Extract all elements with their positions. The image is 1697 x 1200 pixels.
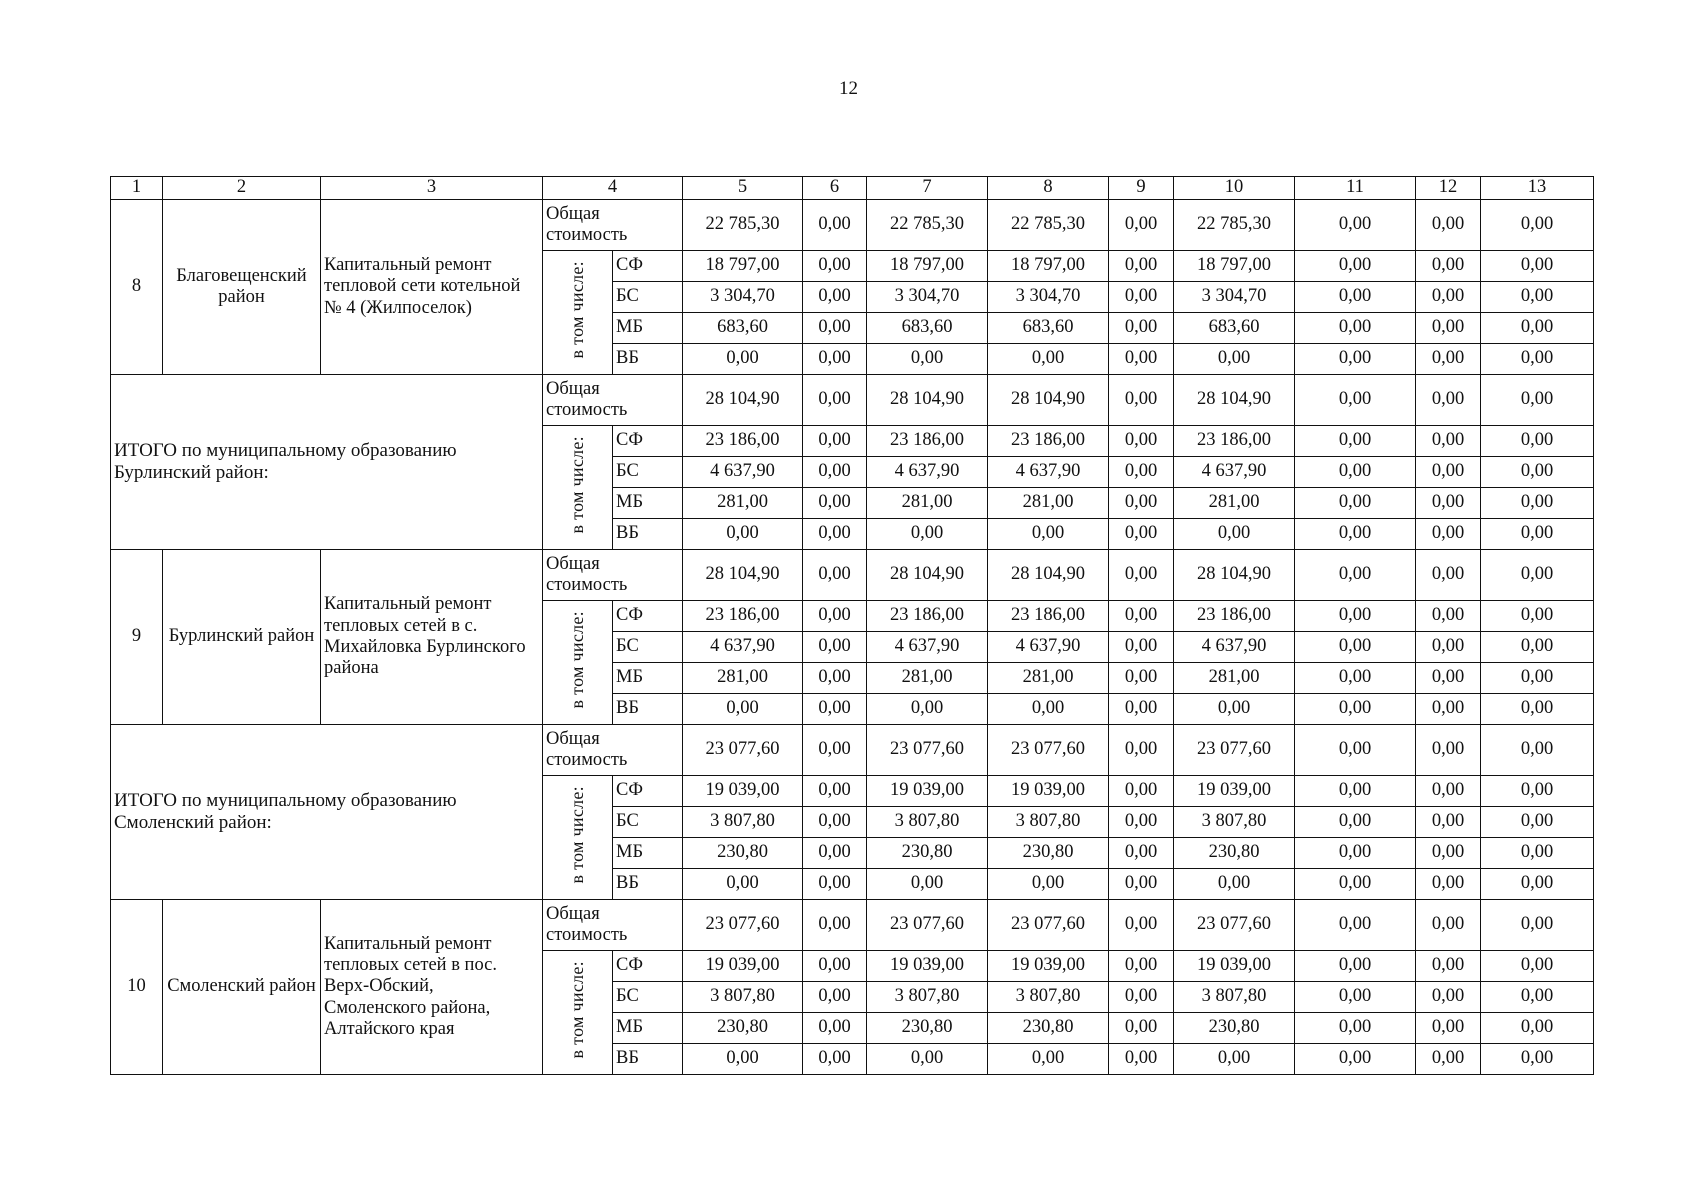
value-cell: 3 807,80: [867, 982, 988, 1013]
value-cell: 0,00: [1481, 725, 1594, 776]
value-cell: 0,00: [1109, 807, 1174, 838]
value-cell: 23 186,00: [1174, 426, 1295, 457]
funding-source: МБ: [613, 313, 683, 344]
value-cell: 0,00: [1416, 900, 1481, 951]
header-cell: 11: [1295, 177, 1416, 200]
value-cell: 28 104,90: [683, 375, 803, 426]
value-cell: 0,00: [683, 519, 803, 550]
value-cell: 0,00: [1109, 344, 1174, 375]
value-cell: 0,00: [1295, 426, 1416, 457]
value-cell: 0,00: [803, 869, 867, 900]
value-cell: 28 104,90: [1174, 375, 1295, 426]
value-cell: 0,00: [1295, 488, 1416, 519]
value-cell: 0,00: [1109, 869, 1174, 900]
including-label: в том числе:: [567, 785, 588, 884]
value-cell: 230,80: [867, 838, 988, 869]
value-cell: 4 637,90: [988, 632, 1109, 663]
value-cell: 18 797,00: [1174, 251, 1295, 282]
value-cell: 0,00: [1416, 519, 1481, 550]
value-cell: 0,00: [1416, 632, 1481, 663]
value-cell: 0,00: [1481, 313, 1594, 344]
value-cell: 0,00: [1109, 375, 1174, 426]
value-cell: 0,00: [988, 519, 1109, 550]
value-cell: 23 077,60: [988, 725, 1109, 776]
value-cell: 0,00: [1416, 601, 1481, 632]
header-cell: 6: [803, 177, 867, 200]
value-cell: 0,00: [867, 1044, 988, 1075]
value-cell: 0,00: [803, 1044, 867, 1075]
value-cell: 0,00: [803, 488, 867, 519]
value-cell: 0,00: [1174, 694, 1295, 725]
value-cell: 0,00: [1295, 344, 1416, 375]
funding-source: БС: [613, 457, 683, 488]
value-cell: 0,00: [1481, 344, 1594, 375]
value-cell: 0,00: [1481, 550, 1594, 601]
value-cell: 0,00: [803, 251, 867, 282]
funding-source: ВБ: [613, 694, 683, 725]
value-cell: 4 637,90: [683, 632, 803, 663]
value-cell: 0,00: [803, 457, 867, 488]
value-cell: 23 077,60: [1174, 725, 1295, 776]
value-cell: 0,00: [1481, 807, 1594, 838]
value-cell: 0,00: [1109, 313, 1174, 344]
funding-source: БС: [613, 807, 683, 838]
table-body: [111, 177, 1594, 1075]
value-cell: 0,00: [1416, 488, 1481, 519]
value-cell: 0,00: [683, 344, 803, 375]
value-cell: 3 807,80: [683, 982, 803, 1013]
value-cell: 0,00: [803, 1013, 867, 1044]
value-cell: 0,00: [988, 694, 1109, 725]
header-cell: 10: [1174, 177, 1295, 200]
value-cell: 0,00: [1295, 313, 1416, 344]
value-cell: 0,00: [1416, 869, 1481, 900]
value-cell: 0,00: [803, 550, 867, 601]
value-cell: 28 104,90: [867, 550, 988, 601]
including-label: в том числе:: [567, 260, 588, 359]
value-cell: 0,00: [1109, 725, 1174, 776]
value-cell: 0,00: [1109, 282, 1174, 313]
value-cell: 0,00: [1109, 251, 1174, 282]
value-cell: 0,00: [1416, 1044, 1481, 1075]
item-row: [111, 900, 1594, 951]
value-cell: 0,00: [1295, 601, 1416, 632]
value-cell: 0,00: [1295, 519, 1416, 550]
value-cell: 0,00: [1481, 776, 1594, 807]
value-cell: 0,00: [1109, 519, 1174, 550]
value-cell: 230,80: [683, 838, 803, 869]
value-cell: 18 797,00: [867, 251, 988, 282]
row-number: 9: [111, 550, 163, 725]
value-cell: 230,80: [867, 1013, 988, 1044]
total-cost-label: Общая стоимость: [543, 375, 683, 426]
value-cell: 0,00: [1295, 282, 1416, 313]
value-cell: 19 039,00: [1174, 951, 1295, 982]
value-cell: 0,00: [1416, 550, 1481, 601]
value-cell: 0,00: [803, 282, 867, 313]
value-cell: 683,60: [988, 313, 1109, 344]
value-cell: 22 785,30: [683, 200, 803, 251]
value-cell: 0,00: [867, 694, 988, 725]
value-cell: 0,00: [803, 663, 867, 694]
header-cell: 7: [867, 177, 988, 200]
funding-source: ВБ: [613, 519, 683, 550]
value-cell: 683,60: [683, 313, 803, 344]
value-cell: 230,80: [1174, 838, 1295, 869]
value-cell: 281,00: [988, 663, 1109, 694]
value-cell: 281,00: [683, 663, 803, 694]
value-cell: 0,00: [988, 869, 1109, 900]
value-cell: 0,00: [803, 900, 867, 951]
value-cell: 3 304,70: [683, 282, 803, 313]
header-cell: 2: [163, 177, 321, 200]
value-cell: 0,00: [1481, 488, 1594, 519]
value-cell: 0,00: [1109, 663, 1174, 694]
funding-source: БС: [613, 982, 683, 1013]
header-cell: 4: [543, 177, 683, 200]
value-cell: 28 104,90: [988, 550, 1109, 601]
value-cell: 0,00: [1481, 200, 1594, 251]
value-cell: 0,00: [683, 869, 803, 900]
value-cell: 0,00: [1109, 951, 1174, 982]
value-cell: 0,00: [1416, 807, 1481, 838]
value-cell: 23 186,00: [988, 426, 1109, 457]
header-row: [111, 177, 1594, 200]
funding-source: СФ: [613, 776, 683, 807]
value-cell: 0,00: [867, 869, 988, 900]
value-cell: 19 039,00: [867, 951, 988, 982]
budget-table: [110, 176, 1594, 1075]
value-cell: 0,00: [1174, 1044, 1295, 1075]
total-label: ИТОГО по муниципальному образованию Бурлинский район:: [111, 375, 543, 550]
value-cell: 0,00: [1481, 457, 1594, 488]
value-cell: 0,00: [988, 344, 1109, 375]
value-cell: 19 039,00: [988, 776, 1109, 807]
including-label-cell: [543, 426, 613, 550]
value-cell: 3 304,70: [988, 282, 1109, 313]
header-cell: 9: [1109, 177, 1174, 200]
including-label-cell: [543, 776, 613, 900]
value-cell: 0,00: [1295, 869, 1416, 900]
value-cell: 0,00: [1109, 426, 1174, 457]
value-cell: 230,80: [988, 1013, 1109, 1044]
value-cell: 0,00: [1481, 1044, 1594, 1075]
value-cell: 0,00: [1416, 725, 1481, 776]
value-cell: 19 039,00: [683, 951, 803, 982]
value-cell: 0,00: [1174, 869, 1295, 900]
row-number: 8: [111, 200, 163, 375]
value-cell: 0,00: [1416, 1013, 1481, 1044]
object-name: Капитальный ремонт тепловых сетей в с. Михайловка Бурлинского района: [321, 550, 543, 725]
district-name: Смоленский район: [163, 900, 321, 1075]
value-cell: 3 304,70: [867, 282, 988, 313]
value-cell: 0,00: [1481, 869, 1594, 900]
value-cell: 0,00: [1295, 1044, 1416, 1075]
header-cell: 13: [1481, 177, 1594, 200]
funding-source: СФ: [613, 251, 683, 282]
value-cell: 0,00: [1109, 550, 1174, 601]
value-cell: 0,00: [1295, 951, 1416, 982]
value-cell: 0,00: [1416, 375, 1481, 426]
value-cell: 0,00: [1295, 663, 1416, 694]
value-cell: 281,00: [867, 488, 988, 519]
value-cell: 0,00: [988, 1044, 1109, 1075]
value-cell: 22 785,30: [867, 200, 988, 251]
including-label-cell: [543, 951, 613, 1075]
header-cell: 12: [1416, 177, 1481, 200]
value-cell: 0,00: [1295, 1013, 1416, 1044]
value-cell: 0,00: [1416, 426, 1481, 457]
object-name: Капитальный ремонт тепловой сети котельной № 4 (Жилпоселок): [321, 200, 543, 375]
value-cell: 0,00: [1295, 457, 1416, 488]
value-cell: 0,00: [1295, 550, 1416, 601]
value-cell: 18 797,00: [683, 251, 803, 282]
value-cell: 0,00: [803, 838, 867, 869]
total-label: ИТОГО по муниципальному образованию Смоленский район:: [111, 725, 543, 900]
value-cell: 0,00: [1416, 457, 1481, 488]
value-cell: 0,00: [1109, 601, 1174, 632]
value-cell: 683,60: [1174, 313, 1295, 344]
value-cell: 0,00: [1481, 519, 1594, 550]
header-cell: 8: [988, 177, 1109, 200]
value-cell: 4 637,90: [867, 632, 988, 663]
value-cell: 23 077,60: [867, 900, 988, 951]
value-cell: 4 637,90: [988, 457, 1109, 488]
value-cell: 0,00: [1174, 519, 1295, 550]
value-cell: 0,00: [1109, 694, 1174, 725]
value-cell: 0,00: [1416, 982, 1481, 1013]
value-cell: 22 785,30: [988, 200, 1109, 251]
value-cell: 0,00: [803, 313, 867, 344]
value-cell: 0,00: [803, 982, 867, 1013]
value-cell: 0,00: [1416, 200, 1481, 251]
including-label-cell: [543, 601, 613, 725]
value-cell: 0,00: [1416, 694, 1481, 725]
value-cell: 0,00: [1481, 900, 1594, 951]
total-cost-label: Общая стоимость: [543, 550, 683, 601]
funding-source: СФ: [613, 601, 683, 632]
value-cell: 0,00: [1481, 601, 1594, 632]
header-cell: 5: [683, 177, 803, 200]
value-cell: 23 186,00: [683, 601, 803, 632]
value-cell: 0,00: [803, 632, 867, 663]
value-cell: 0,00: [803, 725, 867, 776]
value-cell: 0,00: [1295, 632, 1416, 663]
value-cell: 3 807,80: [867, 807, 988, 838]
value-cell: 0,00: [1481, 982, 1594, 1013]
value-cell: 0,00: [1416, 776, 1481, 807]
value-cell: 3 807,80: [988, 807, 1109, 838]
value-cell: 0,00: [1416, 838, 1481, 869]
value-cell: 230,80: [683, 1013, 803, 1044]
total-cost-label: Общая стоимость: [543, 200, 683, 251]
value-cell: 0,00: [1416, 344, 1481, 375]
header-cell: 1: [111, 177, 163, 200]
value-cell: 19 039,00: [1174, 776, 1295, 807]
value-cell: 23 186,00: [683, 426, 803, 457]
value-cell: 3 807,80: [988, 982, 1109, 1013]
value-cell: 0,00: [1109, 776, 1174, 807]
value-cell: 0,00: [1481, 251, 1594, 282]
value-cell: 19 039,00: [867, 776, 988, 807]
funding-source: ВБ: [613, 344, 683, 375]
value-cell: 0,00: [867, 344, 988, 375]
value-cell: 4 637,90: [1174, 457, 1295, 488]
value-cell: 0,00: [1416, 951, 1481, 982]
value-cell: 0,00: [1295, 838, 1416, 869]
value-cell: 4 637,90: [867, 457, 988, 488]
value-cell: 23 077,60: [683, 900, 803, 951]
value-cell: 28 104,90: [1174, 550, 1295, 601]
value-cell: 0,00: [1109, 1044, 1174, 1075]
value-cell: 281,00: [988, 488, 1109, 519]
including-label-cell: [543, 251, 613, 375]
value-cell: 23 077,60: [683, 725, 803, 776]
value-cell: 0,00: [1481, 282, 1594, 313]
value-cell: 3 807,80: [1174, 982, 1295, 1013]
value-cell: 23 186,00: [988, 601, 1109, 632]
row-number: 10: [111, 900, 163, 1075]
item-row: [111, 550, 1594, 601]
funding-source: МБ: [613, 838, 683, 869]
value-cell: 0,00: [1481, 694, 1594, 725]
value-cell: 0,00: [1481, 1013, 1594, 1044]
value-cell: 0,00: [1481, 632, 1594, 663]
district-name: Бурлинский район: [163, 550, 321, 725]
funding-source: СФ: [613, 426, 683, 457]
value-cell: 0,00: [1295, 200, 1416, 251]
value-cell: 23 186,00: [1174, 601, 1295, 632]
including-label: в том числе:: [567, 435, 588, 534]
value-cell: 28 104,90: [683, 550, 803, 601]
total-row: [111, 375, 1594, 426]
value-cell: 281,00: [867, 663, 988, 694]
value-cell: 22 785,30: [1174, 200, 1295, 251]
value-cell: 19 039,00: [683, 776, 803, 807]
total-row: [111, 725, 1594, 776]
value-cell: 0,00: [1295, 807, 1416, 838]
value-cell: 0,00: [803, 807, 867, 838]
total-cost-label: Общая стоимость: [543, 725, 683, 776]
value-cell: 0,00: [1109, 982, 1174, 1013]
funding-source: СФ: [613, 951, 683, 982]
funding-source: ВБ: [613, 1044, 683, 1075]
value-cell: 0,00: [1295, 776, 1416, 807]
value-cell: 0,00: [1295, 982, 1416, 1013]
value-cell: 0,00: [683, 1044, 803, 1075]
funding-source: ВБ: [613, 869, 683, 900]
value-cell: 0,00: [1295, 694, 1416, 725]
value-cell: 0,00: [1109, 632, 1174, 663]
value-cell: 0,00: [1295, 725, 1416, 776]
value-cell: 0,00: [1109, 900, 1174, 951]
value-cell: 23 077,60: [1174, 900, 1295, 951]
value-cell: 281,00: [683, 488, 803, 519]
value-cell: 0,00: [1481, 838, 1594, 869]
value-cell: 0,00: [803, 694, 867, 725]
value-cell: 28 104,90: [867, 375, 988, 426]
value-cell: 0,00: [1109, 1013, 1174, 1044]
including-label: в том числе:: [567, 960, 588, 1059]
value-cell: 0,00: [1109, 200, 1174, 251]
page-number: 12: [839, 78, 858, 99]
value-cell: 0,00: [1481, 951, 1594, 982]
value-cell: 3 304,70: [1174, 282, 1295, 313]
funding-source: МБ: [613, 1013, 683, 1044]
value-cell: 0,00: [803, 601, 867, 632]
district-name: Благовещенский район: [163, 200, 321, 375]
funding-source: МБ: [613, 663, 683, 694]
value-cell: 23 186,00: [867, 601, 988, 632]
funding-source: БС: [613, 282, 683, 313]
value-cell: 281,00: [1174, 488, 1295, 519]
value-cell: 0,00: [803, 951, 867, 982]
header-cell: 3: [321, 177, 543, 200]
value-cell: 0,00: [1481, 375, 1594, 426]
value-cell: 0,00: [803, 426, 867, 457]
object-name: Капитальный ремонт тепловых сетей в пос. Верх-Обский, Смоленского района, Алтайского края: [321, 900, 543, 1075]
value-cell: 23 186,00: [867, 426, 988, 457]
value-cell: 0,00: [1416, 282, 1481, 313]
value-cell: 28 104,90: [988, 375, 1109, 426]
value-cell: 0,00: [1295, 375, 1416, 426]
value-cell: 0,00: [1109, 838, 1174, 869]
value-cell: 0,00: [1416, 663, 1481, 694]
value-cell: 0,00: [1295, 900, 1416, 951]
value-cell: 0,00: [803, 375, 867, 426]
value-cell: 4 637,90: [683, 457, 803, 488]
value-cell: 23 077,60: [988, 900, 1109, 951]
value-cell: 0,00: [803, 344, 867, 375]
total-cost-label: Общая стоимость: [543, 900, 683, 951]
value-cell: 23 077,60: [867, 725, 988, 776]
value-cell: 0,00: [683, 694, 803, 725]
value-cell: 0,00: [867, 519, 988, 550]
funding-source: БС: [613, 632, 683, 663]
value-cell: 230,80: [1174, 1013, 1295, 1044]
value-cell: 0,00: [1416, 313, 1481, 344]
value-cell: 4 637,90: [1174, 632, 1295, 663]
value-cell: 230,80: [988, 838, 1109, 869]
value-cell: 0,00: [1295, 251, 1416, 282]
value-cell: 281,00: [1174, 663, 1295, 694]
value-cell: 18 797,00: [988, 251, 1109, 282]
value-cell: 0,00: [803, 200, 867, 251]
value-cell: 0,00: [803, 519, 867, 550]
value-cell: 3 807,80: [683, 807, 803, 838]
value-cell: 0,00: [1481, 663, 1594, 694]
value-cell: 683,60: [867, 313, 988, 344]
value-cell: 0,00: [1109, 488, 1174, 519]
value-cell: 0,00: [1481, 426, 1594, 457]
item-row: [111, 200, 1594, 251]
including-label: в том числе:: [567, 610, 588, 709]
funding-source: МБ: [613, 488, 683, 519]
value-cell: 0,00: [803, 776, 867, 807]
value-cell: 0,00: [1416, 251, 1481, 282]
value-cell: 3 807,80: [1174, 807, 1295, 838]
value-cell: 19 039,00: [988, 951, 1109, 982]
value-cell: 0,00: [1109, 457, 1174, 488]
value-cell: 0,00: [1174, 344, 1295, 375]
